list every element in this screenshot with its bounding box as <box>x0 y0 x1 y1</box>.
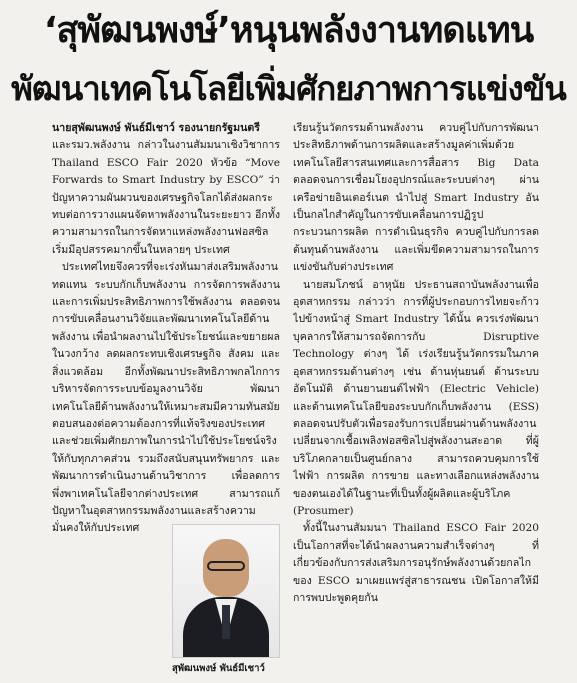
article-paragraph: นายสมโภชน์ อาหุนัย ประธานสถาบันพลังงานเพื่ออุตสาหกรรม กล่าวว่า การที่ผู้ประกอบการไทยจะก้าวไปข้างหน้าสู่ Smart Industry ได้นั้น ควรเร่งพัฒนาบุคลากรให้สามารถจัดการกับ Disruptive Technology ต่างๆ ได้ เร่งเรียนรู้นวัตกรรมในภาคอุตสาหกรรมด้านต่างๆ เช่น ด้านหุ่นยนต์ ด้านระบบอัตโนมัติ ด้านยานยนต์ไฟฟ้า (Electric Vehicle) และด้านเทคโนโลยีของระบบกักเก็บพลังงาน (ESS) ตลอดจนปรับตัวเพื่อรองรับการเปลี่ยนผ่านด้านพลังงาน เปลี่ยนจากเชื้อเพลิงฟอสซิลไปสู่พลังงานสะอาด ที่ผู้บริโภคกลายเป็นศูนย์กลาง สามารถควบคุมการใช้ไฟฟ้า การผลิต การขาย และทางเลือกแหล่งพลังงานของตนเองได้ในฐานะที่เป็นทั้งผู้ผลิตและผู้บริโภค (Prosumer) <box>293 278 539 517</box>
headline-line-2: พัฒนาเทคโนโลยีเพิ่มศักยภาพการแข่งขัน <box>11 69 566 108</box>
article-lead: นายสุพัฒนพงษ์ พันธ์มีเชาว์ รองนายกรัฐมนตรี <box>52 122 260 134</box>
article-paragraph: ประเทศไทยจึงควรที่จะเร่งหันมาส่งเสริมพลังงานทดแทน ระบบกักเก็บพลังงาน การจัดการพลังงาน และการเพิ่มประสิทธิภาพการใช้พลังงาน ตลอดจนการขับเคลื่อนงานวิจัยและพัฒนาเทคโนโลยีด้านพลังงาน เพื่อนำผลงานไปใช้ประโยชน์และขยายผลในวงกว้าง ลดผลกระทบเชิงเศรษฐกิจ สังคม และสิ่งแวดล้อม อีกทั้งพัฒนาประสิทธิภาพกลไกการบริหารจัดการระบบข้อมูลงานวิจัย พัฒนาเทคโนโลยีด้านพลังงานให้เหมาะสมมีความทันสมัย ตอบสนองต่อความต้องการที่แท้จริงของประเทศ และช่วยเพิ่มศักยภาพในการนำไปใช้ประโยชน์จริงให้กับทุกภาคส่วน รวมถึงสนับสนุนทรัพยากร และพัฒนาการดำเนินงานด้านวิชาการ เพื่อลดการพึ่งพาเทคโนโลยีจากต่างประเทศ สามารถแก้ปัญหาในอุตสาหกรรมพลังงานและสร้างความมั่นคงให้กับประเทศ <box>52 261 280 535</box>
portrait-photo <box>172 524 280 658</box>
article-paragraph: ทั้งนี้ในงานสัมมนา Thailand ESCO Fair 2020 เป็นโอกาสที่จะได้นำผลงานความสำเร็จต่างๆ ที่เกี่ยวข้องกับการส่งเสริมการอนุรักษ์พลังงานด้วยกลไกของ ESCO มาเผยแพร่สู่สาธารณชน เปิดโอกาสให้มีการพบปะพูดคุยกัน <box>293 522 539 604</box>
article-paragraph: และรมว.พลังงาน กล่าวในงานสัมมนาเชิงวิชาการ Thailand ESCO Fair 2020 หัวข้อ “Move Forwards to Smart Industry by ESCO” ว่า ปัญหาความผันผวนของเศรษฐกิจโลกได้ส่งผลกระทบต่อการวางแผนจัดหาพลังงานในระยะยาว อีกทั้งความสามารถในการจัดหาแหล่งพลังงานฟอสซิลเริ่มมีอุปสรรคมากขึ้นในหลายๆ ประเทศ <box>52 139 280 256</box>
tie-shape <box>222 605 230 639</box>
glasses-shape <box>207 561 245 571</box>
photo-caption: สุพัฒนพงษ์ พันธ์มีเชาว์ <box>172 663 265 674</box>
article-column-right <box>293 120 539 683</box>
headline-line-1: ‘สุพัฒนพงษ์’หนุนพลังงานทดแทน <box>43 10 534 51</box>
article-paragraph: เรียนรู้นวัตกรรมด้านพลังงาน ควบคู่ไปกับการพัฒนาประสิทธิภาพด้านการผลิตและสร้างมูลค่าเพิ่มด้วยเทคโนโลยีสารสนเทศและการสื่อสาร Big Data ตลอดจนการเชื่อมโยงอุปกรณ์และระบบต่างๆ ผ่านเครือข่ายอินเตอร์เนต นำไปสู่ Smart Industry อันเป็นกลไกสำคัญในการขับเคลื่อนการปฏิรูปกระบวนการผลิต การดำเนินธุรกิจ ควบคู่ไปกับการลดต้นทุนด้านพลังงาน และเพิ่มขีดความสามารถในการแข่งขันกับต่างประเทศ <box>293 122 539 274</box>
